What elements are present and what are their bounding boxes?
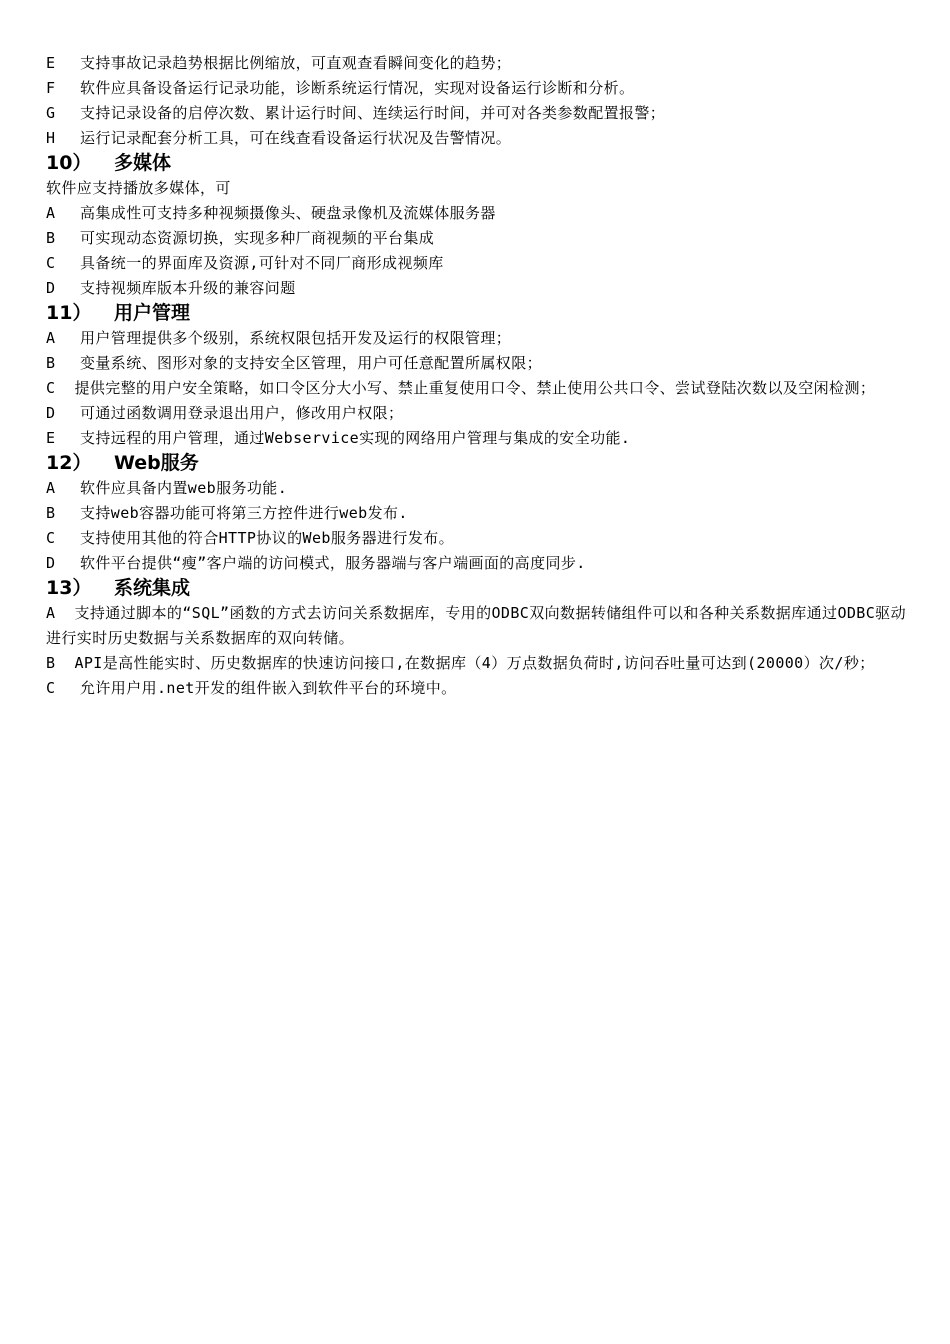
list-item	[46, 476, 906, 501]
item-text: 软件平台提供“瘦”客户端的访问模式，服务器端与客户端画面的高度同步.	[80, 554, 586, 572]
list-item	[46, 426, 906, 451]
item-letter: F	[46, 79, 56, 97]
section-title: 系统集成	[114, 577, 191, 599]
list-item	[46, 351, 906, 376]
item-letter: C	[46, 529, 56, 547]
section-number: 11）	[46, 302, 92, 324]
section-heading	[46, 576, 906, 601]
item-text: 支持远程的用户管理，通过Webservice实现的网络用户管理与集成的安全功能.	[80, 429, 631, 447]
list-item	[46, 526, 906, 551]
section-title: 多媒体	[114, 152, 172, 174]
item-text: 支持通过脚本的“SQL”函数的方式去访问关系数据库，专用的ODBC双向数据转储组件可以和各种关系数据库通过ODBC驱动进行实时历史数据与关系数据库的双向转储。	[46, 604, 906, 647]
item-letter: A	[46, 204, 56, 222]
item-letter: A	[46, 604, 56, 622]
item-text: 具备统一的界面库及资源,可针对不同厂商形成视频库	[80, 254, 444, 272]
item-text: 允许用户用.net开发的组件嵌入到软件平台的环境中。	[80, 679, 457, 697]
list-item	[46, 501, 906, 526]
section-title: Web服务	[114, 452, 199, 474]
item-letter: B	[46, 354, 56, 372]
item-letter: H	[46, 129, 56, 147]
item-letter: G	[46, 104, 56, 122]
section-intro: 软件应支持播放多媒体，可	[46, 179, 231, 197]
list-item	[46, 76, 906, 101]
item-letter: B	[46, 654, 56, 672]
item-letter: A	[46, 479, 56, 497]
item-text: API是高性能实时、历史数据库的快速访问接口,在数据库（4）万点数据负荷时,访问吞吐量可达到(20000）次/秒；	[74, 654, 875, 672]
item-text: 变量系统、图形对象的支持安全区管理，用户可任意配置所属权限；	[80, 354, 543, 372]
item-letter: C	[46, 379, 56, 397]
list-item	[46, 51, 906, 76]
section-number: 10）	[46, 152, 92, 174]
item-text: 软件应具备设备运行记录功能，诊断系统运行情况，实现对设备运行诊断和分析。	[80, 79, 635, 97]
item-letter: B	[46, 504, 56, 522]
list-item	[46, 251, 906, 276]
list-item	[46, 101, 906, 126]
item-text: 可实现动态资源切换，实现多种厂商视频的平台集成	[80, 229, 435, 247]
list-item	[46, 551, 906, 576]
section-heading	[46, 151, 906, 176]
item-text: 支持事故记录趋势根据比例缩放，可直观查看瞬间变化的趋势；	[80, 54, 512, 72]
list-item	[46, 201, 906, 226]
item-letter: E	[46, 429, 56, 447]
item-letter: A	[46, 329, 56, 347]
item-letter: C	[46, 254, 56, 272]
list-item-wrapped	[46, 651, 906, 676]
item-text: 提供完整的用户安全策略，如口令区分大小写、禁止重复使用口令、禁止使用公共口令、尝试登陆次数以及空闲检测；	[74, 379, 876, 397]
item-text: 用户管理提供多个级别，系统权限包括开发及运行的权限管理；	[80, 329, 512, 347]
list-item-wrapped	[46, 601, 906, 651]
item-letter: C	[46, 679, 56, 697]
item-letter: D	[46, 404, 56, 422]
list-item	[46, 676, 906, 701]
list-item	[46, 276, 906, 301]
item-text: 高集成性可支持多种视频摄像头、硬盘录像机及流媒体服务器	[80, 204, 496, 222]
item-text: 支持使用其他的符合HTTP协议的Web服务器进行发布。	[80, 529, 455, 547]
item-letter: D	[46, 279, 56, 297]
list-item	[46, 401, 906, 426]
item-text: 运行记录配套分析工具，可在线查看设备运行状况及告警情况。	[80, 129, 512, 147]
item-letter: B	[46, 229, 56, 247]
section-number: 13）	[46, 577, 92, 599]
list-item	[46, 326, 906, 351]
list-item-wrapped	[46, 376, 906, 401]
item-text: 可通过函数调用登录退出用户，修改用户权限；	[80, 404, 404, 422]
item-text: 支持web容器功能可将第三方控件进行web发布.	[80, 504, 408, 522]
item-letter: D	[46, 554, 56, 572]
list-item	[46, 126, 906, 151]
item-text: 软件应具备内置web服务功能.	[80, 479, 288, 497]
section-number: 12）	[46, 452, 92, 474]
list-item	[46, 226, 906, 251]
section-heading	[46, 451, 906, 476]
item-letter: E	[46, 54, 56, 72]
section-title: 用户管理	[114, 302, 191, 324]
item-text: 支持视频库版本升级的兼容问题	[80, 279, 296, 297]
section-heading	[46, 301, 906, 326]
item-text: 支持记录设备的启停次数、累计运行时间、连续运行时间，并可对各类参数配置报警；	[80, 104, 666, 122]
